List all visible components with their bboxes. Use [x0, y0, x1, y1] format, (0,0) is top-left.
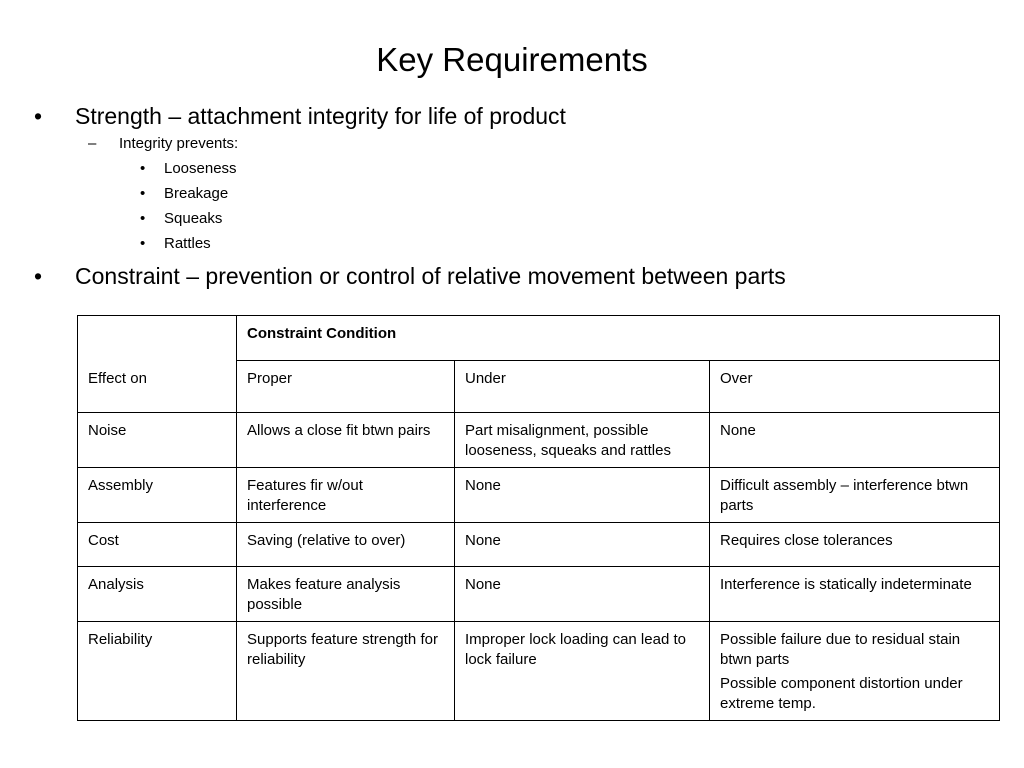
cell-over — [710, 622, 1000, 721]
bullet-marker: • — [140, 185, 146, 202]
dash-marker: – — [88, 135, 97, 152]
list-item: Breakage — [164, 185, 229, 202]
list-item: Rattles — [164, 235, 211, 252]
cell-text: Features fir w/out interference — [247, 477, 363, 514]
group-header-cell: Constraint Condition — [237, 316, 1000, 361]
row-label-cell: Cost — [78, 523, 237, 567]
cell-text: Possible failure due to residual stain btwn parts — [720, 631, 961, 668]
row-label-cell: Assembly — [78, 468, 237, 523]
table-row — [78, 567, 1000, 622]
cell-proper — [237, 413, 455, 468]
row-label-cell: Analysis — [78, 567, 237, 622]
cell-text: None — [465, 576, 501, 593]
cell-text: Makes feature analysis possible — [247, 576, 401, 613]
row-label-cell: Reliability — [78, 622, 237, 721]
cell-proper — [237, 567, 455, 622]
table-corner-cell — [78, 316, 237, 361]
cell-over — [710, 567, 1000, 622]
table-header-row — [78, 316, 1000, 361]
cell-proper — [237, 622, 455, 721]
column-header-proper: Proper — [237, 361, 455, 413]
cell-text: Supports feature strength for reliability — [247, 631, 438, 668]
cell-proper — [237, 523, 455, 567]
bullet-marker: • — [34, 263, 43, 289]
table-row — [78, 622, 1000, 721]
cell-under — [455, 468, 710, 523]
cell-over — [710, 413, 1000, 468]
cell-text: Difficult assembly – interference btwn parts — [720, 477, 969, 514]
cell-under — [455, 523, 710, 567]
list-item: Squeaks — [164, 210, 223, 227]
bullet-marker: • — [34, 103, 43, 129]
cell-over — [710, 468, 1000, 523]
bullet-marker: • — [140, 210, 146, 227]
cell-text: Allows a close fit btwn pairs — [247, 422, 431, 439]
cell-under — [455, 567, 710, 622]
cell-text: None — [465, 477, 501, 494]
column-header-under: Under — [455, 361, 710, 413]
bullet-integrity: Integrity prevents: — [119, 135, 239, 152]
row-header-cell: Effect on — [78, 361, 237, 413]
cell-under — [455, 413, 710, 468]
table-header-row — [78, 361, 1000, 413]
cell-text: Possible component distortion under extreme temp. — [720, 675, 963, 712]
requirements-table — [77, 315, 1000, 721]
slide-title: Key Requirements — [376, 41, 648, 78]
list-item: Looseness — [164, 160, 237, 177]
cell-text: Interference is statically indeterminate — [720, 576, 972, 593]
row-label-cell: Noise — [78, 413, 237, 468]
bullet-marker: • — [140, 235, 146, 252]
cell-text: Saving (relative to over) — [247, 532, 406, 549]
cell-over — [710, 523, 1000, 567]
bullet-marker: • — [140, 160, 146, 177]
bullet-strength: Strength – attachment integrity for life of product — [75, 103, 566, 129]
cell-text: Improper lock loading can lead to lock failure — [465, 631, 686, 668]
cell-under — [455, 622, 710, 721]
cell-text: Requires close tolerances — [720, 532, 893, 549]
cell-text: None — [465, 532, 501, 549]
cell-text: Part misalignment, possible looseness, squeaks and rattles — [465, 422, 671, 459]
cell-text: None — [720, 422, 756, 439]
table-row — [78, 413, 1000, 468]
bullet-constraint: Constraint – prevention or control of relative movement between parts — [75, 263, 786, 289]
table-row — [78, 523, 1000, 567]
column-header-over: Over — [710, 361, 1000, 413]
table-row — [78, 468, 1000, 523]
cell-proper — [237, 468, 455, 523]
